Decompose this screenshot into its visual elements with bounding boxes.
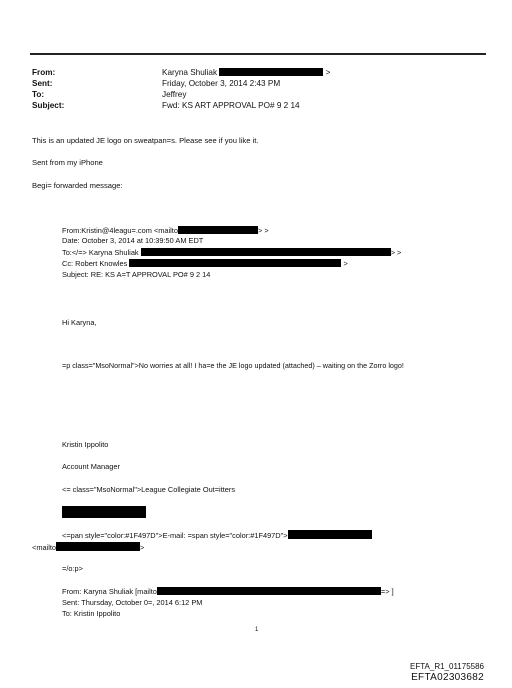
sent-value: Friday, October 3, 2014 2:43 PM <box>162 79 281 88</box>
message-paragraph: =p class="MsoNormal">No worries at all! I ha=e the JE logo updated (attached) – waiting on the Zorro logo! <box>62 361 404 370</box>
body-line-3: Begi= forwarded message: <box>32 181 123 190</box>
footer-code-1: EFTA_R1_01175586 <box>410 662 484 671</box>
forwarded-cc: Cc: Robert Knowles > <box>62 259 348 268</box>
mailto-line: <mailto > <box>32 543 145 552</box>
subject-value: Fwd: KS ART APPROVAL PO# 9 2 14 <box>162 101 300 110</box>
forwarded-subject: Subject: RE: KS A=T APPROVAL PO# 9 2 14 <box>62 270 211 279</box>
signature-company: <= class="MsoNormal">League Collegiate Out=itters <box>62 485 236 494</box>
redaction-bar <box>141 248 391 256</box>
redaction-bar <box>56 542 140 551</box>
redaction-block <box>62 506 146 518</box>
header-rule <box>30 53 486 55</box>
subject-label: Subject: <box>32 101 65 110</box>
greeting: Hi Karyna, <box>62 318 97 327</box>
redaction-bar <box>219 68 323 76</box>
redaction-bar <box>157 587 381 595</box>
from-value: Karyna Shuliak <box>162 68 218 77</box>
redaction-bar <box>178 226 258 234</box>
body-line-2: Sent from my iPhone <box>32 158 103 167</box>
body-line-1: This is an updated JE logo on sweatpan=s. Please see if you like it. <box>32 136 259 145</box>
from-label: From: <box>32 68 56 77</box>
signature-name: Kristin Ippolito <box>62 440 109 449</box>
earlier-sent: Sent: Thursday, October 0=, 2014 6:12 PM <box>62 598 203 607</box>
sent-label: Sent: <box>32 79 53 88</box>
span-line: <=pan style="color:#1F497D">E-mail: =span style="color:#1F497D"> <box>62 530 372 541</box>
earlier-to: To: Kristin Ippolito <box>62 609 121 618</box>
redaction-bar <box>129 259 341 267</box>
to-value: Jeffrey <box>162 90 187 99</box>
signature-title: Account Manager <box>62 462 120 471</box>
from-suffix: > <box>325 68 331 77</box>
footer-code-2: EFTA02303682 <box>411 672 484 683</box>
forwarded-from: From:Kristin@4leagu=.com <mailto > > <box>62 226 269 235</box>
earlier-from: From: Karyna Shuliak [mailto => ] <box>62 587 394 596</box>
op-line: =/o:p> <box>62 564 83 573</box>
to-label: To: <box>32 90 45 99</box>
forwarded-date: Date: October 3, 2014 at 10:39:50 AM EDT <box>62 236 204 245</box>
page-number: 1 <box>255 627 259 633</box>
forwarded-to: To:</=> Karyna Shuliak > > <box>62 248 402 257</box>
redaction-bar <box>288 530 372 539</box>
